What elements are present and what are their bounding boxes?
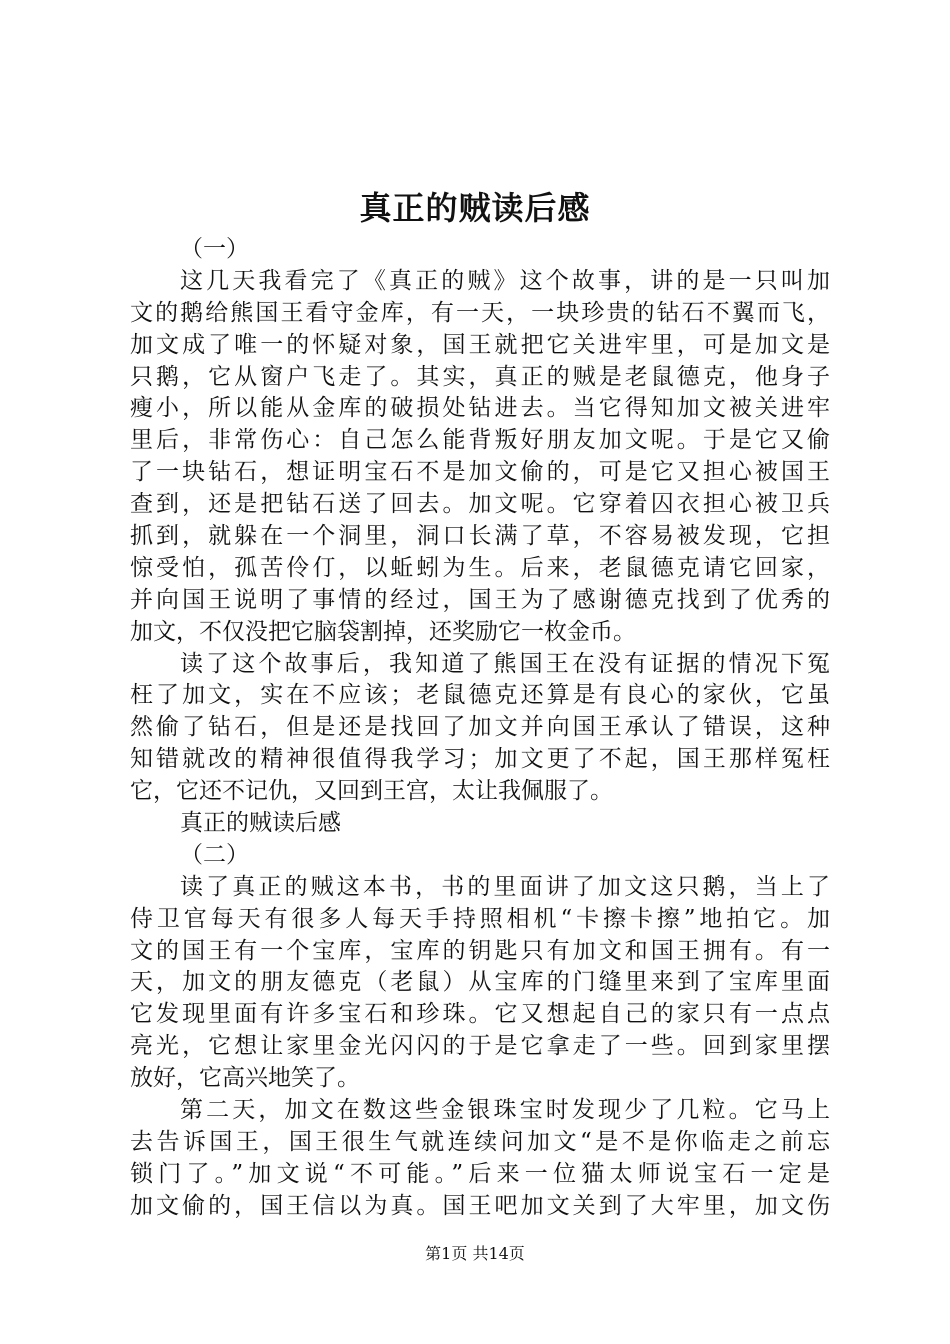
text-line: 查到，还是把钻石送了回去。加文呢。它穿着囚衣担心被卫兵: [130, 491, 830, 518]
text-line: 枉了加文，实在不应该；老鼠德克还算是有良心的家伙，它虽: [130, 682, 830, 709]
text-line: 读了这个故事后，我知道了熊国王在没有证据的情况下冤: [180, 650, 830, 677]
text-line: 并向国王说明了事情的经过，国王为了感谢德克找到了优秀的: [130, 586, 830, 613]
text-line: 读了真正的贼这本书，书的里面讲了加文这只鹅，当上了: [180, 873, 830, 900]
text-line: 惊受怕，孤苦伶仃，以蚯蚓为生。后来，老鼠德克请它回家，: [130, 554, 830, 581]
text-line: 亮光，它想让家里金光闪闪的于是它拿走了一些。回到家里摆: [130, 1033, 830, 1060]
text-line: 天，加文的朋友德克（老鼠）从宝库的门缝里来到了宝库里面: [130, 969, 830, 996]
text-line: 瘦小，所以能从金库的破损处钻进去。当它得知加文被关进牢: [130, 395, 830, 422]
page-footer: 第1页 共14页: [425, 1244, 525, 1263]
text-line: 真正的贼读后感: [180, 810, 341, 837]
text-line: 文的国王有一个宝库，宝库的钥匙只有加文和国王拥有。有一: [130, 937, 830, 964]
text-line: 了一块钻石，想证明宝石不是加文偷的，可是它又担心被国王: [130, 459, 830, 486]
text-line: 这几天我看完了《真正的贼》这个故事，讲的是一只叫加: [180, 267, 830, 294]
text-line: 侍卫官每天有很多人每天手持照相机“卡擦卡擦”地拍它。加: [130, 905, 830, 932]
text-line: 它发现里面有许多宝石和珍珠。它又想起自己的家只有一点点: [130, 1001, 830, 1028]
text-line: 文的鹅给熊国王看守金库，有一天，一块珍贵的钻石不翼而飞，: [130, 299, 830, 326]
text-line: 去告诉国王，国王很生气就连续问加文“是不是你临走之前忘: [130, 1128, 830, 1155]
text-line: （一）: [180, 236, 249, 262]
text-line: 第二天，加文在数这些金银珠宝时发现少了几粒。它马上: [180, 1097, 830, 1124]
text-line: 里后，非常伤心：自己怎么能背叛好朋友加文呢。于是它又偷: [130, 427, 830, 454]
text-line: 加文，不仅没把它脑袋割掉，还奖励它一枚金币。: [130, 618, 636, 645]
text-line: 加文成了唯一的怀疑对象，国王就把它关进牢里，可是加文是: [130, 331, 830, 358]
text-line: 它，它还不记仇，又回到王宫，太让我佩服了。: [130, 778, 613, 805]
text-line: 然偷了钻石，但是还是找回了加文并向国王承认了错误，这种: [130, 714, 830, 741]
document-title: 真正的贼读后感: [359, 189, 591, 227]
text-line: （二）: [180, 841, 249, 868]
text-line: 放好，它高兴地笑了。: [130, 1065, 360, 1092]
text-line: 只鹅，它从窗户飞走了。其实，真正的贼是老鼠德克，他身子: [130, 363, 830, 390]
document-body: [130, 234, 830, 1223]
text-line: 抓到，就躲在一个洞里，洞口长满了草，不容易被发现，它担: [130, 523, 830, 550]
text-line: 加文偷的，国王信以为真。国王吧加文关到了大牢里，加文伤: [130, 1192, 830, 1219]
text-line: 锁门了。”加文说“不可能。”后来一位猫太师说宝石一定是: [130, 1160, 830, 1187]
text-line: 知错就改的精神很值得我学习；加文更了不起，国王那样冤枉: [130, 746, 830, 773]
